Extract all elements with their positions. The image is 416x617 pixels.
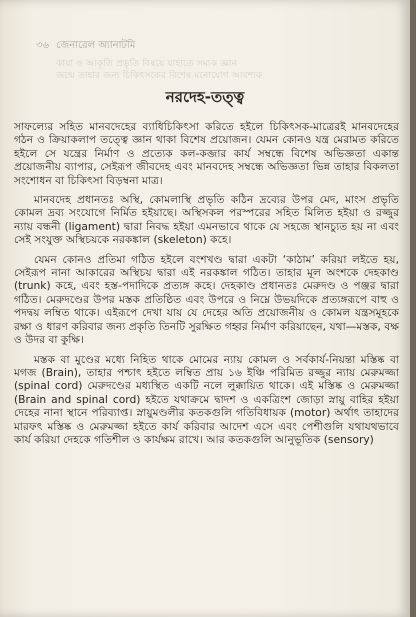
bleed-through-line: জন্মে তাহার জন্য চিকিৎসকের বিশেষ মনোযোগ আবশ্যক bbox=[56, 71, 263, 78]
paragraph: মানবদেহ প্রধানতঃ অস্থি, কোমলাস্থি প্রভৃতি কঠিন দ্রব্যের উপর মেদ, মাংস প্রভৃতি কোমল দ্রব্য সংযোগে নির্মিত হইয়াছে। অস্থিসকল পরস্পরের সহিত মিলিত হইয়া ও রজ্জুর ন্যায় বন্ধনী (ligament) দ্বারা নিবদ্ধ হইয়া এমনভাবে থাকে যে সহজে স্থানচ্যুত হয় না এবং সেই সংযুক্ত অস্থিচয়কে নরকঙ্কাল (skeleton) কহে। bbox=[14, 193, 399, 247]
bleed-through-line: কায়া ও আকৃতি প্রভৃতি বিষয়ে যাহাতে সম্যক জ্ঞান bbox=[56, 59, 238, 69]
paragraph: সাফল্যের সহিত মানবদেহের ব্যাধিচিকিৎসা করিতে হইলে চিকিৎসক-মাত্রেরই মানবদেহের গঠন ও ক্রিয়াকলাপ তত্ত্বে জ্ঞান থাকা বিশেষ প্রয়োজন। যেমন কোনও যন্ত্র মেরামত করিতে হইলে সে যন্ত্রের নির্মাণ ও প্রত্যেক কল-কব্জার কার্য সম্বন্ধে বিশেষ অভিজ্ঞতা একান্ত প্রয়োজনীয় ব্যাপার, সেইরূপ জীবদেহ এবং মানবদেহ সম্বন্ধে অভিজ্ঞতা ভিন্ন তাহার বিকলতা সংশোধন বা চিকিৎসা বিড়ম্বনা মাত্র। bbox=[14, 120, 399, 187]
running-header bbox=[36, 38, 135, 55]
running-title: জেনারেল অ্যানাটমি bbox=[56, 40, 136, 51]
page-gutter bbox=[410, 0, 416, 617]
chapter-title: নরদেহ-তত্ত্ব bbox=[165, 88, 245, 106]
faded-header bbox=[0, 0, 410, 78]
paragraph: মস্তক বা মুণ্ডের মধ্যে নিহিত থাকে মোমের ন্যায় কোমল ও সর্বকার্য-নিয়ন্তা মস্তিষ্ক বা মগজ (Brain), তাহার পশ্চাৎ হইতে লম্বিত প্রায় ১৬ ইঞ্চি পরিমিত রজ্জুর ন্যায় মেরুমজ্জা (spinal cord) মেরুদণ্ডের মধ্যস্থিত একটি নলে লুক্কায়িত থাকে। এই মস্তিষ্ক ও মেরুমজ্জা (Brain and spinal cord) হইতে যথাক্রমে দ্বাদশ ও একত্রিংশ জোড়া স্নায়ু বাহির হইয়া দেহের নানা স্থানে পরিব্যাপ্ত। স্নায়ুমণ্ডলীর কতকগুলি গতিবিধায়ক (motor) অর্থাৎ তাহাদের মারফৎ মস্তিষ্ক ও মেরুমজ্জা হইতে কার্য করিবার আদেশ এসে এবং পেশীগুলি যথাযথভাবে কার্য করিয়া দেহকে গতিশীল ও কার্যক্ষম রাখে। আর কতকগুলি আনুভূতিক (sensory) bbox=[14, 352, 399, 446]
page-number: ৩৬ bbox=[36, 40, 50, 51]
body-text bbox=[14, 120, 399, 452]
paragraph: যেমন কোনও প্রতিমা গঠিত হইলে বংশখণ্ড দ্বারা একটা ‘কাঠাম’ করিয়া লইতে হয়, সেইরূপ নানা আকারের অস্থিচয় দ্বারা এই নরকঙ্কাল গঠিত। তাহার মূল অংশকে দেহকাণ্ড (trunk) কহে, এবং হস্ত-পদাদিকে প্রত্যঙ্গ কহে। দেহকাণ্ড প্রধানতঃ মেরুদণ্ড ও পঞ্জর দ্বারা গঠিত। মেরুদণ্ডের উপর মস্তক প্রতিষ্ঠিত এবং উপরে ও নিম্নে উভয়দিকে প্রত্যঙ্গরূপে বাহু ও পদদ্বয় লম্বিত থাকে। এইরূপে দেখা যায় যে দেহের অতি প্রয়োজনীয় ও কোমল যন্ত্রসমূহকে রক্ষা ও ধারণ করিবার জন্য প্রকৃতি তিনটি সুরক্ষিত গহ্বর নির্মাণ করিয়াছেন, যথা—মস্তক, বক্ষ ও উদর বা কুক্ষি। bbox=[14, 252, 399, 347]
